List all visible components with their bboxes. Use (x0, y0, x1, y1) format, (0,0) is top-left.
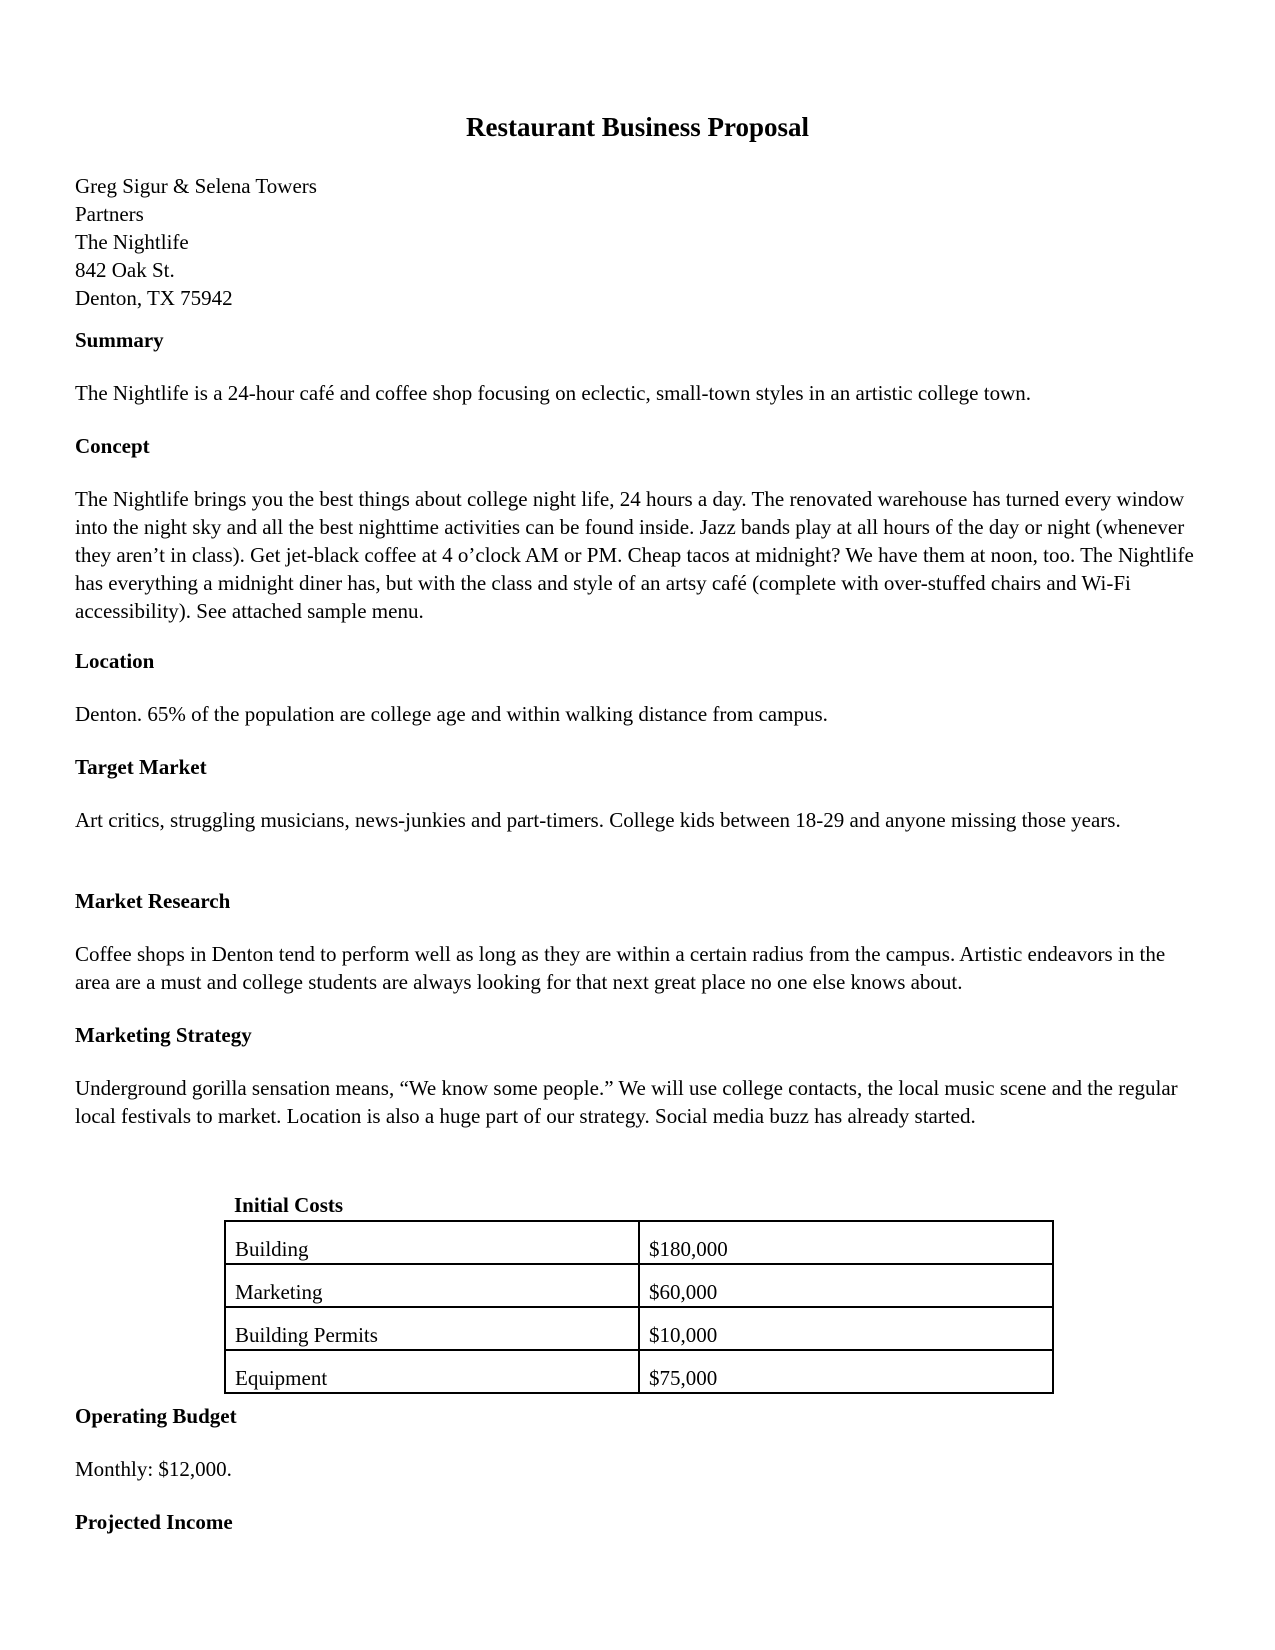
table-row (225, 1264, 1053, 1307)
section-heading: Operating Budget (75, 1404, 237, 1428)
section-marketing-strategy-text (75, 1074, 1205, 1130)
section-paragraph: The Nightlife brings you the best things about college night life, 24 hours a day. The renovated warehouse has turned every window into the night sky and all the best nighttime activities can be found inside. Jazz bands play at all hours of the day or night (whenever they aren’t in class). Get jet-black coffee at 4 o’clock AM or PM. Cheap tacos at midnight? We have them at noon, too. The Nightlife has everything a midnight diner has, but with the class and style of an artsy café (complete with over-stuffed chairs and Wi-Fi accessibility). See attached sample menu. (75, 487, 1194, 623)
initial-costs-caption: Initial Costs (234, 1193, 344, 1217)
section-paragraph: The Nightlife is a 24-hour café and coffee shop focusing on eclectic, small-town styles in an artistic college town. (75, 381, 1031, 405)
section-target-market (75, 753, 1205, 781)
address-business: The Nightlife (75, 230, 189, 254)
cost-amount: $75,000 (639, 1350, 1053, 1393)
section-paragraph: Monthly: $12,000. (75, 1457, 232, 1481)
address-street: 842 Oak St. (75, 258, 175, 282)
section-market-research-text (75, 940, 1205, 996)
section-heading: Location (75, 649, 155, 673)
document-title: Restaurant Business Proposal (465, 112, 810, 142)
cost-item: Marketing (225, 1264, 639, 1307)
section-projected-income (75, 1508, 1205, 1536)
section-concept (75, 432, 1205, 460)
table-row (225, 1307, 1053, 1350)
section-heading: Concept (75, 434, 150, 458)
section-location (75, 647, 1205, 675)
cost-item: Building (225, 1221, 639, 1264)
section-paragraph: Art critics, struggling musicians, news-junkies and part-timers. College kids between 18-29 and anyone missing those years. (75, 808, 1121, 832)
section-location-text (75, 700, 1205, 728)
section-heading: Marketing Strategy (75, 1023, 252, 1047)
section-target-market-text (75, 806, 1155, 834)
cost-item: Building Permits (225, 1307, 639, 1350)
section-summary (75, 326, 1205, 354)
cost-amount: $10,000 (639, 1307, 1053, 1350)
section-paragraph: Coffee shops in Denton tend to perform well as long as they are within a certain radius from the campus. Artistic endeavors in the area are a must and college students are always looking for that next great place no one else knows about. (75, 942, 1166, 994)
section-paragraph: Denton. 65% of the population are college age and within walking distance from campus. (75, 702, 828, 726)
section-heading: Market Research (75, 889, 231, 913)
cost-item: Equipment (225, 1350, 639, 1393)
address-city: Denton, TX 75942 (75, 286, 233, 310)
section-summary-text (75, 379, 1205, 407)
section-market-research (75, 887, 1205, 915)
section-marketing-strategy (75, 1021, 1205, 1049)
section-paragraph: Underground gorilla sensation means, “We know some people.” We will use college contacts, the local music scene and the regular local festivals to market. Location is also a huge part of our strategy. Social media buzz has already started. (75, 1076, 1178, 1128)
initial-costs-table (224, 1220, 1054, 1394)
table-row (225, 1350, 1053, 1393)
address-block (75, 172, 317, 312)
section-heading: Projected Income (75, 1510, 233, 1534)
section-operating-budget (75, 1402, 1205, 1430)
address-names: Greg Sigur & Selena Towers (75, 174, 317, 198)
table-row (225, 1221, 1053, 1264)
cost-amount: $180,000 (639, 1221, 1053, 1264)
cost-amount: $60,000 (639, 1264, 1053, 1307)
address-role: Partners (75, 202, 144, 226)
section-operating-budget-text (75, 1455, 1205, 1483)
section-heading: Summary (75, 328, 164, 352)
section-heading: Target Market (75, 755, 207, 779)
section-concept-text (75, 485, 1205, 625)
